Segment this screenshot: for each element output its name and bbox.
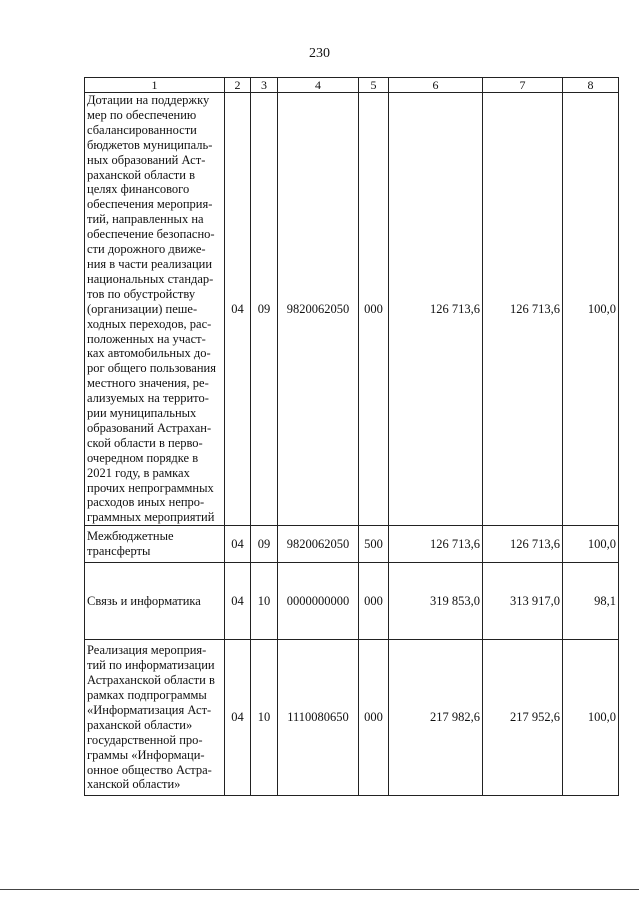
- row-percent: 100,0: [563, 526, 619, 563]
- row-fact: 126 713,6: [483, 526, 563, 563]
- row-expense-type: 000: [359, 640, 389, 796]
- page-number: 230: [309, 46, 330, 61]
- table-row: [85, 526, 619, 563]
- header-cell-5: 5: [359, 78, 389, 93]
- table-row: [85, 563, 619, 640]
- row-subsection: 09: [251, 93, 278, 526]
- bottom-rule: [0, 889, 639, 890]
- row-name: Межбюджетные трансферты: [85, 526, 225, 563]
- row-target-code: 1110080650: [278, 640, 359, 796]
- row-name: Дотации на поддержку мер по обеспечению сбалансированности бюджетов муниципаль-ных образований Аст-раханской области в целях финансового обеспечения мероприя-тий, направленных на обеспечение безопасно-сти дорожного движе-ния в части реализации национальных стандар-тов по обустройству (организации) пеше-ходных переходов, рас-положенных на участ-ках автомобильных до-рог общего пользования местного значения, ре-ализуемых на террито-рии муниципальных образований Астрахан-ской области в перво-очередном порядке в 2021 году, в рамках прочих непрограммных расходов иных непро-граммных мероприятий: [85, 93, 225, 526]
- row-subsection: 10: [251, 563, 278, 640]
- header-cell-8: 8: [563, 78, 619, 93]
- row-target-code: 9820062050: [278, 526, 359, 563]
- row-fact: 313 917,0: [483, 563, 563, 640]
- row-percent: 100,0: [563, 640, 619, 796]
- table-row: [85, 640, 619, 796]
- table-row: [85, 93, 619, 526]
- row-expense-type: 000: [359, 93, 389, 526]
- budget-table: [84, 77, 619, 796]
- row-fact: 126 713,6: [483, 93, 563, 526]
- row-percent: 100,0: [563, 93, 619, 526]
- row-plan: 126 713,6: [389, 93, 483, 526]
- row-section: 04: [225, 563, 251, 640]
- header-cell-2: 2: [225, 78, 251, 93]
- row-expense-type: 000: [359, 563, 389, 640]
- row-section: 04: [225, 526, 251, 563]
- header-cell-3: 3: [251, 78, 278, 93]
- header-cell-1: 1: [85, 78, 225, 93]
- row-target-code: 9820062050: [278, 93, 359, 526]
- row-plan: 319 853,0: [389, 563, 483, 640]
- row-subsection: 10: [251, 640, 278, 796]
- row-name: Связь и информатика: [85, 563, 225, 640]
- row-fact: 217 952,6: [483, 640, 563, 796]
- header-cell-4: 4: [278, 78, 359, 93]
- header-cell-7: 7: [483, 78, 563, 93]
- row-target-code: 0000000000: [278, 563, 359, 640]
- row-section: 04: [225, 640, 251, 796]
- row-expense-type: 500: [359, 526, 389, 563]
- row-name: Реализация мероприя-тий по информатизации Астраханской области в рамках подпрограммы «Информатизация Аст-раханской области» государственной про-граммы «Информаци-онное общество Астра-ханской области»: [85, 640, 225, 796]
- row-percent: 98,1: [563, 563, 619, 640]
- header-row: [85, 78, 619, 93]
- header-cell-6: 6: [389, 78, 483, 93]
- row-section: 04: [225, 93, 251, 526]
- row-plan: 126 713,6: [389, 526, 483, 563]
- row-subsection: 09: [251, 526, 278, 563]
- row-plan: 217 982,6: [389, 640, 483, 796]
